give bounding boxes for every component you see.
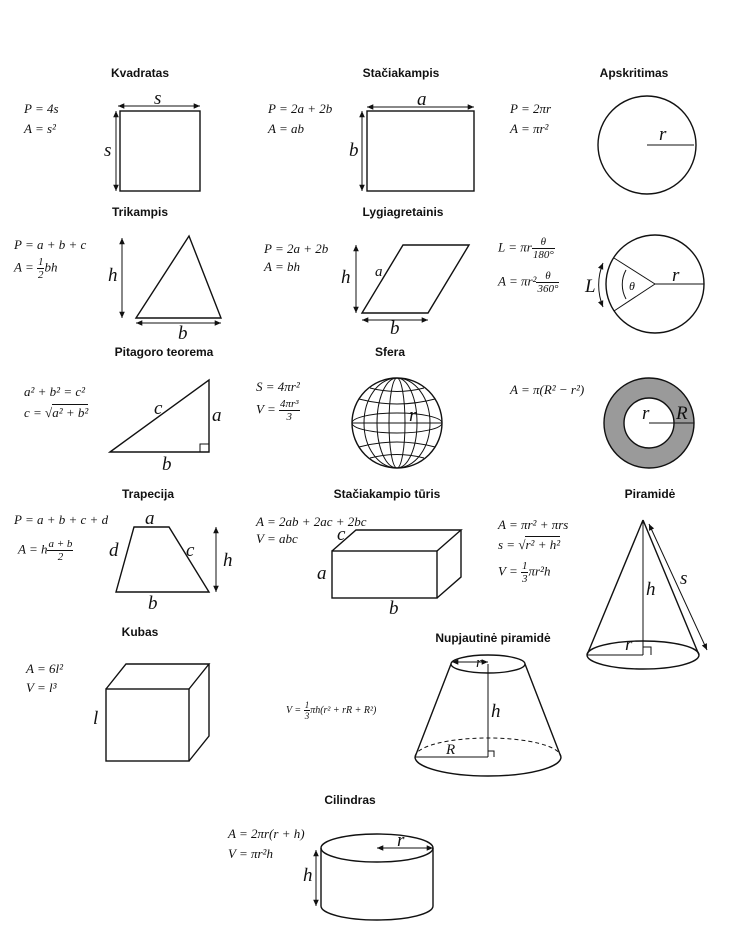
- trapezoid-label-b: b: [148, 593, 158, 614]
- square-shape: [116, 106, 200, 191]
- sector-label-theta: θ: [629, 279, 635, 293]
- formula-rect-perimeter: P = 2a + 2b: [268, 101, 333, 116]
- formula-triangle-perimeter: P = a + b + c: [14, 237, 87, 252]
- parallelogram-shape: [356, 245, 469, 320]
- sector-label-L: L: [585, 276, 596, 297]
- formula-sphere-volume: V = $\frac{\text{4πr³}}{3}$: [256, 398, 299, 423]
- formula-cube-volume: V = l³: [26, 680, 57, 695]
- cone-label-r: r: [625, 634, 633, 655]
- formula-rect-area: A = ab: [268, 121, 304, 136]
- cone-label-h: h: [646, 579, 656, 600]
- formula-parallelogram-area: A = bh: [264, 259, 300, 274]
- formula-pythagoras: a² + b² = c²: [24, 384, 86, 399]
- formula-cube-surface: A = 6l²: [26, 661, 63, 676]
- cylinder-shape: [316, 834, 433, 920]
- box-shape: [332, 530, 461, 598]
- trapezoid-label-c: c: [186, 540, 195, 561]
- sphere-shape: [352, 378, 442, 468]
- cylinder-label-r: r: [397, 830, 405, 851]
- title-sfera: Sfera: [374, 345, 406, 359]
- formula-trapezoid-area: A = h $\frac{a + b}{2}$: [18, 538, 73, 563]
- trapezoid-label-h: h: [223, 550, 233, 571]
- frustum-label-r: r: [476, 655, 482, 671]
- formula-cone-slant: s = √r² + h²: [498, 537, 561, 552]
- title-nupjautine: Nupjautinė piramidė: [435, 631, 551, 645]
- cylinder-label-h: h: [303, 865, 313, 886]
- rect-label-top: a: [417, 89, 427, 110]
- sector-shape: [599, 235, 704, 333]
- parallelogram-label-h: h: [341, 267, 351, 288]
- triangle-label-b: b: [178, 323, 188, 344]
- cube-shape: [106, 664, 209, 761]
- formula-sphere-surface: S = 4πr²: [256, 379, 300, 394]
- cone-label-s: s: [680, 568, 688, 589]
- formula-annulus-area: A = π(R² − r²): [510, 382, 585, 397]
- formula-parallelogram-perimeter: P = 2a + 2b: [264, 241, 329, 256]
- pythagoras-label-b: b: [162, 454, 172, 475]
- parallelogram-label-b: b: [390, 318, 400, 339]
- parallelogram-label-a: a: [375, 264, 383, 280]
- formula-cylinder-volume: V = πr²h: [228, 846, 273, 861]
- triangle-label-h: h: [108, 265, 118, 286]
- title-kvadratas: Kvadratas: [110, 66, 170, 80]
- rect-label-side: b: [349, 140, 359, 161]
- square-label-top: s: [154, 88, 162, 109]
- triangle-shape: [122, 236, 221, 323]
- formula-square-perimeter: P = 4s: [24, 101, 59, 116]
- title-kubas: Kubas: [121, 625, 159, 639]
- sphere-label-r: r: [409, 405, 417, 426]
- formula-cone-surface: A = πr² + πrs: [498, 517, 569, 532]
- rectangle-shape: [362, 107, 474, 191]
- sector-label-r: r: [672, 265, 680, 286]
- pythagoras-label-a: a: [212, 405, 222, 426]
- title-cilindras: Cilindras: [324, 793, 376, 807]
- pythagoras-label-c: c: [154, 398, 163, 419]
- cube-label-l: l: [93, 708, 99, 729]
- annulus-label-r: r: [642, 403, 650, 424]
- box-label-c: c: [337, 524, 346, 545]
- title-trikampis: Trikampis: [111, 205, 169, 219]
- formula-box-surface: A = 2ab + 2ac + 2bc: [256, 514, 367, 529]
- square-label-side: s: [104, 140, 112, 161]
- title-pitagoro: Pitagoro teorema: [114, 345, 214, 359]
- title-trapecija: Trapecija: [121, 487, 175, 501]
- formula-circle-perimeter: P = 2πr: [510, 101, 552, 116]
- title-staciakampis: Stačiakampis: [362, 66, 440, 80]
- title-apskritimas: Apskritimas: [599, 66, 669, 80]
- circle-label-r: r: [659, 124, 667, 145]
- circle-shape: [598, 96, 696, 194]
- title-staciakampio-turis: Stačiakampio tūris: [333, 487, 441, 501]
- formula-square-area: A = s²: [24, 121, 56, 136]
- box-label-b: b: [389, 598, 399, 619]
- trapezoid-label-d: d: [109, 540, 119, 561]
- formula-frustum-volume: V = $\frac{1}{3}$ πh(r² + rR + R²): [286, 700, 377, 721]
- frustum-label-R: R: [446, 742, 456, 758]
- box-label-a: a: [317, 563, 327, 584]
- formula-box-volume: V = abc: [256, 531, 298, 546]
- formula-arc-length: L = πr $\frac{\theta}{180^\circ}$: [498, 236, 554, 261]
- frustum-shape: [415, 655, 561, 776]
- formula-cylinder-surface: A = 2πr(r + h): [228, 826, 305, 841]
- frustum-label-h: h: [491, 701, 501, 722]
- formula-sector-area: A = πr² $\frac{\theta}{360^\circ}$: [498, 270, 559, 295]
- formula-trapezoid-perimeter: P = a + b + c + d: [14, 512, 109, 527]
- formula-triangle-area: A = $\frac{1}{2}$ bh: [14, 256, 58, 281]
- formula-hypotenuse: c = √a² + b²: [24, 405, 89, 420]
- title-lygiagretainis: Lygiagretainis: [362, 205, 444, 219]
- annulus-label-R: R: [676, 403, 688, 424]
- formula-cone-volume: V = $\frac{1}{3}$ πr²h: [498, 560, 551, 585]
- title-piramide: Piramidė: [624, 487, 676, 501]
- formula-circle-area: A = πr²: [510, 121, 549, 136]
- trapezoid-label-a: a: [145, 508, 155, 529]
- trapezoid-shape: [116, 527, 216, 592]
